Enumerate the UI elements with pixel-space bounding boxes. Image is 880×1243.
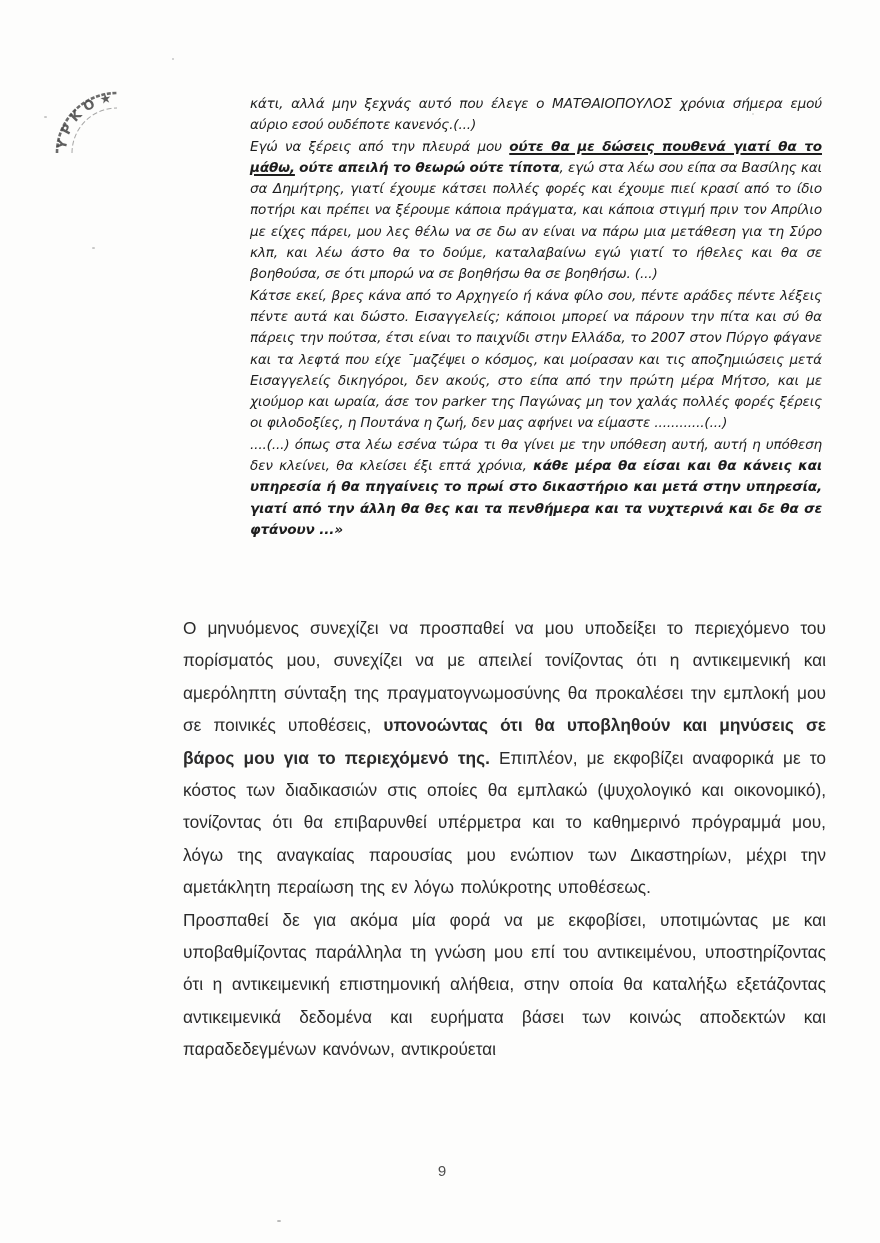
text-run: ούτε θα με δώσεις πουθενά γιατί θα το μάθω, xyxy=(250,138,822,176)
quote-paragraph xyxy=(250,435,822,541)
quote-paragraph xyxy=(250,94,822,137)
scan-speck xyxy=(92,247,95,249)
text-run: κάθε μέρα θα είσαι και θα κάνεις και υπηρεσία ή θα πηγαίνεις το πρωί στο δικαστήριο και μετά στην υπηρεσία, γιατί από την άλλη θα θες και τα πενθήμερα και τα νυχτερινά και δε θα σε φτάνουν ...» xyxy=(250,458,822,538)
quote-paragraph xyxy=(250,286,822,435)
stamp xyxy=(42,58,122,163)
text-run: ούτε απειλή το θεωρώ ούτε τίποτα xyxy=(299,159,560,176)
text-run: Εγώ να ξέρεις από την πλευρά μου xyxy=(250,138,510,155)
stamp-text: ΥΡΚΟ★ xyxy=(54,90,118,151)
scan-speck xyxy=(277,1220,281,1222)
page-number: 9 xyxy=(437,1163,447,1180)
body-text xyxy=(183,612,826,1066)
scan-speck xyxy=(172,58,174,60)
text-run: Ο μηνυόμενος συνεχίζει να προσπαθεί να μου υποδείξει το περιεχόμενο του πορίσματός μου, συνεχίζει να με απειλεί τονίζοντας ότι η αντικειμενική και αμερόληπτη σύνταξη της πραγματογνωμοσύνης θα προκαλέσει την εμπλοκή μου σε ποινικές υποθέσεις, xyxy=(183,618,826,736)
quote-paragraph xyxy=(250,137,822,286)
text-run: Επιπλέον, με εκφοβίζει αναφορικά με το κόστος των διαδικασιών στις οποίες θα εμπλακώ (ψυχολογικό και οικονομικό), τονίζοντας ότι θα επιβαρυνθεί υπέρμετρα και το καθημερινό πρόγραμμά μου, λόγω της αναγκαίας παρουσίας μου ενώπιον των Δικαστηρίων, μέχρι την αμετάκλητη περαίωση της εν λόγω πολύκροτης υποθέσεως. xyxy=(183,747,826,898)
text-run: υπονοώντας ότι θα υποβληθούν και μηνύσεις σε βάρος μου για το περιεχόμενό της. xyxy=(183,715,826,768)
text-run: , εγώ στα λέω σου είπα σα Βασίλης και σα Δημήτρης, γιατί έχουμε κάτσει πολλές φορές και έχουμε πιεί κρασί από το ίδιο ποτήρι και πρέπει να ξέρουμε κάποια πράγματα, και κάποια στιγμή πριν τον Απρίλιο με είχες πάρει, μου λες θέλω να σε δω αν είναι να πάρω μια μετάθεση για τη Σύρο κλπ, και λέω άστο θα το δούμε, καταλαβαίνω εγώ γιατί το ήθελες και θα σε βοηθούσα, σε ότι μπορώ να σε βοηθήσω θα σε βοηθήσω. (...) xyxy=(250,159,822,283)
scan-speck xyxy=(44,116,47,118)
text-run: κάτι, αλλά μην ξεχνάς αυτό που έλεγε ο ΜΑΤΘΑΙΟΠΟΥΛΟΣ χρόνια σήμερα εμού αύριο εσού ουδέποτε κανενός.(...) xyxy=(250,96,822,134)
body-paragraph xyxy=(183,612,826,904)
quote-block xyxy=(250,94,822,541)
text-run: ....(...) όπως στα λέω εσένα τώρα τι θα γίνει με την υπόθεση αυτή, αυτή η υπόθεση δεν κλείνει, θα κλείσει έξι επτά χρόνια, xyxy=(250,436,822,475)
scan-speck xyxy=(752,113,754,115)
text-run: Κάτσε εκεί, βρες κάνα από το Αρχηγείο ή κάνα φίλο σου, πέντε αράδες πέντε λέξεις πέντε αυτά και δώστο. Εισαγγελείς; κάποιοι μπορεί να πάρουν την πίτα και σύ θα πάρεις την πούτσα, έτσι είναι το παιχνίδι στην Ελλάδα, το 2007 στον Πύργο φάγανε και τα λεφτά που είχε ¯μαζέψει ο κόσμος, και μοίρασαν και τις αποζημιώσεις μετά Εισαγγελείς δικηγόροι, δεν ακούς, στο είπα από την πρώτη μέρα Μήτσο, και με χιούμορ και ωραία, άσε τον parker της Παγώνας μη τον χαλάς πολλές φορές ξέρεις οι φιλοδοξίες, η Πουτάνα η ζωή, δεν μας αφήνει να είμαστε ............(...) xyxy=(250,287,822,432)
text-run: Προσπαθεί δε για ακόμα μία φορά να με εκφοβίσει, υποτιμώντας με και υποβαθμίζοντας παράλληλα τη γνώση μου επί του αντικειμένου, υποστηρίζοντας ότι η αντικειμενική επιστημονική αλήθεια, στην οποία θα καταλήξω εξετάζοντας αντικειμενικά δεδομένα και ευρήματα βάσει των κοινώς αποδεκτών και παραδεδεγμένων κανόνων, αντικρούεται xyxy=(183,909,826,1060)
body-paragraph xyxy=(183,904,826,1066)
